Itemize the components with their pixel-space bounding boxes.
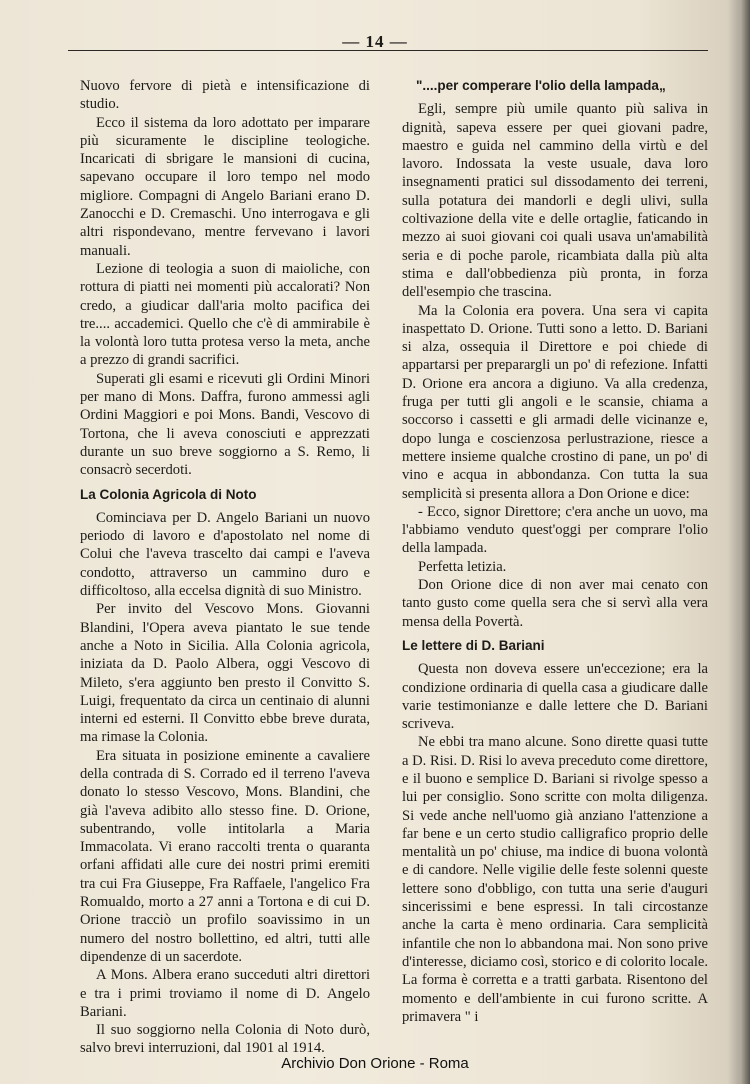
left-paragraph-6: Per invito del Vescovo Mons. Giovanni Blandini, l'Opera aveva piantato le sue tende anche a Noto in Sicilia. Alla Colonia agricola, iniziata da D. Paolo Albera, oggi Vescovo di Mileto, s'era aggiunto ben presto il Convitto S. Luigi, frequentato da circa un centinaio di alunni interni ed esterni. Il Convitto ebbe breve durata, ma rimase la Colonia.: [80, 601, 370, 746]
page-number: — 14 —: [342, 32, 408, 51]
left-paragraph-5: Cominciava per D. Angelo Bariani un nuovo periodo di lavoro e d'apostolato nel nome di Colui che l'aveva trascelto dai campi e l'aveva condotto, attraverso un cammino duro e difficoltoso, alla eccelsa dignità di suo Ministro.: [80, 509, 370, 600]
header-rule: [68, 50, 708, 51]
right-paragraph-7: Ne ebbi tra mano alcune. Sono dirette quasi tutte a D. Risi. D. Risi lo aveva preceduto come direttore, e il buono e semplice D. Bariani si rivolge spesso a lui per consiglio. Sono scritte con molta diligenza. Si vede anche nell'uomo già anziano l'attenzione a far bene e un certo studio calligrafico proprio delle mentalità un po' chiuse, ma indice di buona volontà e di candore. Nelle vigilie delle feste solenni queste lettere sono d'obbligo, con tutta una serie d'auguri sincerissimi e bene espressi. In tali circostanze anche la carta è meno ordinaria. Cara semplicità infantile che non lo abbandona mai. Non sono prive d'interesse, diciamo così, storico e di colorito locale. La forma è corretta e a tratti garbata. Risentono del momento e dell'ambiente in cui furono scritte. A primavera " i: [402, 734, 708, 1025]
left-paragraph-2: Ecco il sistema da loro adottato per imparare più sicuramente le discipline teologiche. Incaricati di sbrigare le mansioni di cucina, sapevano occupare il loro tempo nel modo migliore. Compagni di Angelo Bariani erano D. Zanocchi e D. Cremaschi. Uno interrogava e gli altri rispondevano, mentre fervevano i lavori manuali.: [80, 114, 370, 259]
right-paragraph-4: Perfetta letizia.: [418, 558, 507, 575]
left-column: [80, 77, 370, 1058]
section-heading-olio-lampada: "....per comperare l'olio della lampada„: [416, 78, 666, 93]
page-edge-shadow: [740, 0, 750, 1084]
left-paragraph-7: Era situata in posizione eminente a cavaliere della contrada di S. Corrado ed il terreno l'aveva donato lo stesso Vescovo, Mons. Blandini, che già l'aveva adibito allo stesso fine. D. Orione, subentrando, volle intitolarla a Maria Immacolata. Vi erano raccolti trenta o quaranta orfani affidati alle cure dei nostri primi eremiti tra cui Fra Giuseppe, Fra Raffaele, l'angelico Fra Romualdo, morto a 27 anni a Tortona e di cui D. Orione tracciò un profilo soavissimo in un numero del nostro bollettino, ed altri, tutti alle dipendenze di un sacerdote.: [80, 747, 370, 965]
section-heading-lettere-bariani: Le lettere di D. Bariani: [402, 637, 545, 653]
left-paragraph-3: Lezione di teologia a suon di maioliche, con rottura di piatti nei momenti più accalorati? Non credo, a giudicar dall'aria molto pacifica dei tre.... accademici. Quello che c'è di ammirabile è la volontà loro tutta protesa verso la meta, anche a prezzo di grandi sacrifici.: [80, 260, 370, 369]
right-paragraph-1: Egli, sempre più umile quanto più saliva in dignità, sapeva essere per quei giovani padre, maestro e guida nel cammino della virtù e del lavoro. Indossata la veste usuale, dava loro insegnamenti pratici sul dissodamento dei terreni, sulla potatura dei mandorli e degli ulivi, sulla coltivazione della vite e delle ortaglie, faticando in mezzo ai suoi giovani coi quali usava un'amabilità seria e di poche parole, ricambiata dalla più alta stima e dall'obbedienza più pronta, in forza dell'esempio che trascina.: [402, 101, 708, 301]
archive-footer: Archivio Don Orione - Roma: [281, 1055, 469, 1072]
left-paragraph-1: Nuovo fervore di pietà e intensificazione di studio.: [80, 78, 370, 113]
right-column: [402, 77, 708, 1026]
right-paragraph-3: - Ecco, signor Direttore; c'era anche un uovo, ma l'abbiamo venduto quest'oggi per comprare l'olio della lampada.: [402, 503, 708, 557]
section-heading-colonia-agricola: La Colonia Agricola di Noto: [80, 486, 257, 502]
right-paragraph-5: Don Orione dice di non aver mai cenato con tanto gusto come quella sera che si servì alla vera mensa della Povertà.: [402, 577, 708, 630]
right-paragraph-6: Questa non doveva essere un'eccezione; era la condizione ordinaria di quella casa a giudicare dalle varie testimonianze e dalle lettere che D. Bariani scriveva.: [402, 661, 708, 733]
left-paragraph-9: Il suo soggiorno nella Colonia di Noto durò, salvo brevi interruzioni, dal 1901 al 1914.: [80, 1022, 370, 1057]
left-paragraph-8: A Mons. Albera erano succeduti altri direttori e tra i primi troviamo il nome di D. Angelo Bariani.: [80, 967, 370, 1020]
right-paragraph-2: Ma la Colonia era povera. Una sera vi capita inaspettato D. Orione. Tutti sono a letto. D. Bariani si alza, ossequia il Direttore e poi chiede di appartarsi per preparargli un po' di refezione. Infatti D. Orione era ancora a digiuno. Va alla credenza, fruga per tutti gli angoli e le scansie, chiama a soccorso i cassetti e gli armadi delle vicinanze e, dopo lunga e coscienzosa perlustrazione, riesce a mettere insieme qualche crostino di pane, un po' di vino e acqua in abbondanza. Con tutta la sua semplicità si presenta allora a Don Orione e dice:: [402, 302, 708, 502]
left-paragraph-4: Superati gli esami e ricevuti gli Ordini Minori per mano di Mons. Daffra, furono ammessi agli Ordini Maggiori e poi Mons. Bandi, Vescovo di Tortona, che li aveva conosciuti e apprezzati durante un suo breve soggiorno a S. Remo, li consacrò secerdoti.: [80, 370, 370, 479]
